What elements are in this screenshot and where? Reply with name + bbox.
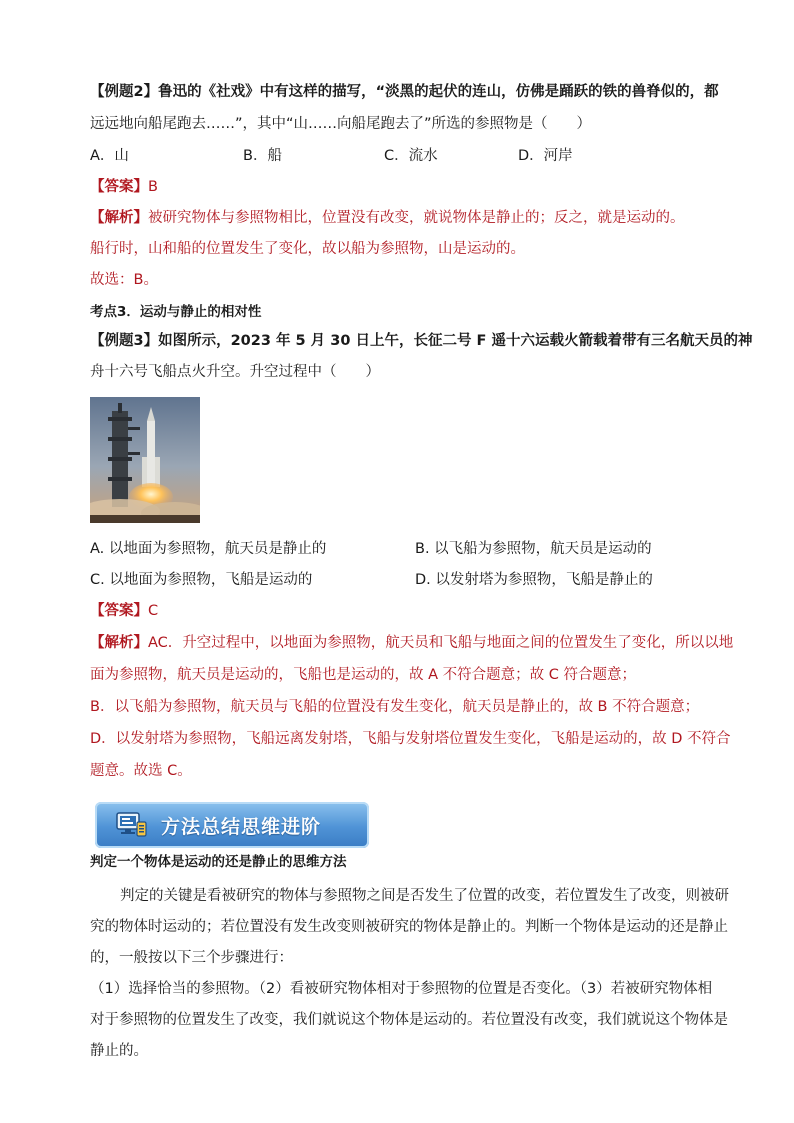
example3-analysis-line1 [90,633,733,653]
example3-stem-line1 [90,331,752,351]
example3-analysis-line2: 面为参照物，航天员是运动的，飞船也是运动的，故 A 不符合题意；故 C 符合题意； [90,667,636,683]
example3-analysis-line4: D．以发射塔为参照物，飞船远离发射塔，飞船与发射塔位置发生变化，飞船是运动的，故 D 不符合 [90,731,731,747]
example2-stem-line2: 远远地向船尾跑去……”，其中“山……向船尾跑去了”所选的参照物是（ ） [90,116,592,132]
section3-heading: 考点3．运动与静止的相对性 [90,304,262,320]
answer-value: B [148,179,158,195]
example3-analysis-line5: 题意。故选 C。 [90,763,192,779]
example3-stem-line2: 舟十六号飞船点火升空。升空过程中（ ） [90,364,380,380]
example3-answer [90,601,158,621]
banner-title: 方法总结思维进阶 [161,816,322,838]
analysis-label: 【解析】 [90,635,148,651]
example3-analysis-line3: B．以飞船为参照物，航天员与飞船的位置没有发生变化，航天员是静止的，故 B 不符合题意； [90,699,700,715]
example3-stem-text1: 【例题3】如图所示，2023 年 5 月 30 日上午，长征二号 F 遥十六运载火箭载着带有三名航天员的神 [90,333,753,349]
example2-option-c: C．流水 [384,148,438,164]
example2-option-d: D．河岸 [518,148,573,164]
answer-label: 【答案】 [90,603,148,619]
answer-value: C [148,603,159,619]
example2-answer [90,177,158,197]
method-summary-banner [95,802,369,848]
analysis-text: AC．升空过程中，以地面为参照物，航天员和飞船与地面之间的位置发生了变化，所以以地 [148,635,734,651]
example2-analysis-line1 [90,208,685,228]
example2-analysis-line2: 船行时，山和船的位置发生了变化，故以船为参照物，山是运动的。 [90,241,525,257]
method-paragraph2-line3: 静止的。 [90,1043,148,1059]
answer-label: 【答案】 [90,179,148,195]
method-paragraph1-line2: 究的物体时运动的；若位置没有发生改变则被研究的物体是静止的。判断一个物体是运动的还是静止 [90,919,728,935]
example2-analysis-line3: 故选：B。 [90,272,158,288]
rocket-launch-illustration [90,397,200,523]
rocket-launch-photo [90,397,200,523]
method-paragraph2-line1: （1）选择恰当的参照物。（2）看被研究物体相对于参照物的位置是否变化。（3）若被研究物体相 [90,981,713,997]
analysis-label: 【解析】 [90,210,148,226]
computer-screen-icon [115,810,147,840]
method-paragraph1-line3: 的，一般按以下三个步骤进行： [90,950,293,966]
example2-stem-line1 [90,82,719,102]
example3-option-c: C. 以地面为参照物，飞船是运动的 [90,572,313,588]
example2-option-a: A．山 [90,148,129,164]
method-heading: 判定一个物体是运动的还是静止的思维方法 [90,854,347,870]
method-paragraph1-line1: 判定的关键是看被研究的物体与参照物之间是否发生了位置的改变，若位置发生了改变，则被研 [120,888,729,904]
example3-option-b: B. 以飞船为参照物，航天员是运动的 [415,541,652,557]
analysis-text: 被研究物体与参照物相比，位置没有改变，就说物体是静止的；反之，就是运动的。 [148,210,685,226]
example3-option-d: D. 以发射塔为参照物，飞船是静止的 [415,572,653,588]
method-paragraph2-line2: 对于参照物的位置发生了改变，我们就说这个物体是运动的。若位置没有改变，我们就说这个物体是 [90,1012,728,1028]
example2-option-b: B．船 [243,148,282,164]
example2-stem-text1: 【例题2】鲁迅的《社戏》中有这样的描写，“淡黑的起伏的连山，仿佛是踊跃的铁的兽脊似的，都 [90,84,719,100]
example3-option-a: A. 以地面为参照物，航天员是静止的 [90,541,327,557]
